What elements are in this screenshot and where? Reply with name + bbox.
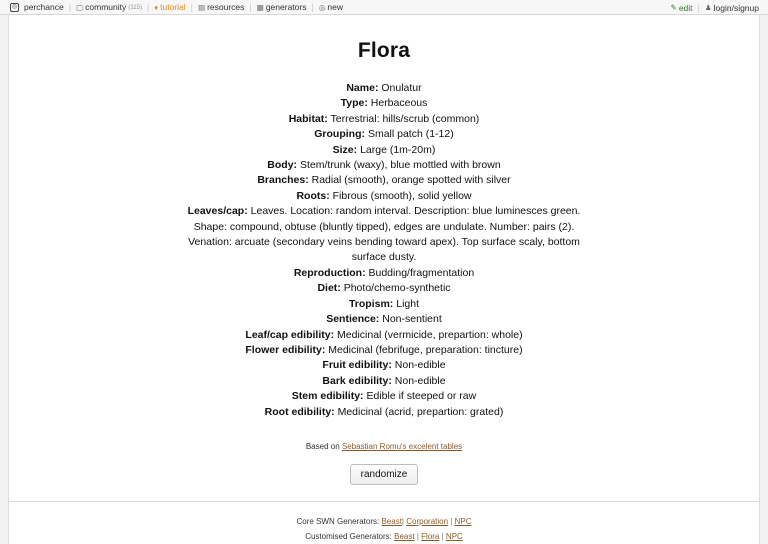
nav-label-new: new	[327, 2, 343, 12]
field-value-flower-edibility: Medicinal (febrifuge, preparation: tincture)	[328, 343, 523, 356]
field-leaves-cap	[184, 204, 584, 266]
user-icon: ♟	[704, 3, 712, 12]
field-tropism	[184, 297, 584, 312]
field-habitat	[184, 112, 584, 127]
page-footer	[9, 502, 759, 544]
field-value-sentience: Non-sentient	[382, 313, 442, 326]
field-label-stem-edibility: Stem edibility:	[291, 390, 364, 403]
randomize-button-wrapper	[9, 464, 759, 485]
nav-label-generators: generators	[265, 2, 307, 12]
generator-page	[8, 15, 760, 544]
field-value-root-edibility: Medicinal (acrid, prepartion: grated)	[337, 405, 504, 418]
nav-item-tutorial[interactable]	[146, 2, 190, 12]
top-bar-right-group	[666, 0, 764, 15]
community-count: (115)	[128, 3, 142, 11]
nav-label-community: community	[85, 2, 127, 12]
field-flower-edibility	[184, 343, 584, 358]
footer-core-link-npc[interactable]: NPC	[454, 516, 472, 526]
page-title: Flora	[357, 39, 411, 62]
field-label-branches: Branches:	[257, 174, 309, 187]
speech-bubble-icon: ▢	[76, 2, 84, 12]
footer-custom-link-flora[interactable]: Flora	[421, 531, 440, 541]
field-value-bark-edibility: Non-edible	[394, 374, 446, 387]
field-label-leaves-cap: Leaves/cap:	[187, 205, 248, 218]
box-icon: ▤	[197, 2, 206, 12]
field-label-body: Body:	[267, 159, 298, 172]
field-label-roots: Roots:	[296, 189, 330, 202]
nav-item-community[interactable]	[68, 2, 150, 12]
field-value-leaves-cap: Leaves. Location: random interval. Description: blue luminesces green. Shape: compound, obtuse (bluntly tipped), edges are undulate. Number: pairs (2). Venation: arcuate (secondary veins bending toward apex). Top surface scaly, bottom surface dusty.	[188, 205, 581, 264]
field-label-sentience: Sentience:	[326, 313, 380, 326]
nav-item-generators[interactable]	[252, 2, 312, 12]
field-label-root-edibility: Root edibility:	[264, 405, 335, 418]
login-signup-label: login/signup	[713, 2, 759, 13]
field-value-stem-edibility: Edible if steeped or raw	[366, 390, 477, 403]
nav-item-new[interactable]	[314, 2, 348, 12]
field-stem-edibility	[184, 389, 584, 404]
footer-core-link-beast[interactable]: Beast	[381, 516, 402, 526]
field-label-flower-edibility: Flower edibility:	[245, 343, 326, 356]
field-type	[184, 96, 584, 111]
field-value-habitat: Terrestrial: hills/scrub (common)	[330, 112, 480, 125]
field-label-diet: Diet:	[317, 282, 341, 295]
footer-core-link-corporation[interactable]: Corporation	[406, 516, 449, 526]
credit-prefix: Based on	[305, 441, 342, 451]
field-body	[184, 158, 584, 173]
nav-separator: |	[146, 2, 150, 12]
nav-separator: |	[311, 2, 314, 12]
field-value-type: Herbaceous	[370, 97, 428, 110]
randomize-button[interactable]: randomize	[350, 464, 419, 485]
nav-label-resources: resources	[207, 2, 245, 12]
footer-separator: |	[401, 516, 404, 526]
grid-icon: ▦	[256, 2, 264, 12]
field-label-habitat: Habitat:	[288, 112, 328, 125]
edit-label: edit	[678, 2, 693, 13]
nav-separator: |	[190, 2, 193, 12]
edit-button[interactable]	[666, 3, 698, 13]
nav-separator: |	[249, 2, 252, 12]
field-grouping	[184, 127, 584, 142]
footer-separator: |	[416, 531, 419, 541]
field-size	[184, 143, 584, 158]
nav-item-resources[interactable]	[190, 2, 252, 12]
brand-home-link[interactable]	[5, 2, 72, 12]
field-value-grouping: Small patch (1-12)	[367, 128, 454, 141]
field-value-reproduction: Budding/fragmentation	[368, 266, 475, 279]
field-value-tropism: Light	[396, 297, 420, 310]
field-label-size: Size:	[332, 143, 358, 156]
field-value-branches: Radial (smooth), orange spotted with silver	[311, 174, 511, 187]
footer-core-row	[9, 514, 759, 529]
credit-source-link[interactable]: Sebastian Romu's excelent tables	[341, 441, 463, 451]
field-label-leaf-cap-edibility: Leaf/cap edibility:	[245, 328, 335, 341]
field-reproduction	[184, 266, 584, 281]
field-value-diet: Photo/chemo-synthetic	[343, 282, 451, 295]
field-roots	[184, 189, 584, 204]
field-value-fruit-edibility: Non-edible	[394, 359, 446, 372]
field-value-roots: Fibrous (smooth), solid yellow	[332, 189, 472, 202]
footer-separator: |	[441, 531, 444, 541]
footer-custom-label: Customised Generators:	[305, 531, 392, 541]
brand-label: perchance	[24, 2, 64, 12]
top-navigation-bar	[0, 0, 768, 15]
nav-separator: |	[697, 2, 700, 13]
field-branches	[184, 173, 584, 188]
field-root-edibility	[184, 405, 584, 420]
pencil-icon: ✎	[670, 3, 677, 12]
field-label-reproduction: Reproduction:	[293, 266, 366, 279]
footer-custom-row	[9, 529, 759, 544]
footer-core-label: Core SWN Generators:	[296, 516, 380, 526]
field-value-name: Onulatur	[381, 82, 422, 94]
field-label-name: Name:	[346, 82, 379, 94]
field-bark-edibility	[184, 374, 584, 389]
login-signup-button[interactable]	[697, 2, 764, 13]
field-sentience	[184, 312, 584, 327]
field-value-size: Large (1m-20m)	[360, 143, 436, 156]
field-label-grouping: Grouping:	[314, 128, 366, 141]
field-value-leaf-cap-edibility: Medicinal (vermicide, prepartion: whole)	[337, 328, 523, 341]
credit-line	[9, 442, 759, 451]
plus-circle-icon: ◎	[318, 2, 326, 12]
footer-custom-link-npc[interactable]: NPC	[445, 531, 463, 541]
flora-details-list	[184, 81, 584, 420]
nav-separator: |	[68, 2, 72, 12]
field-label-bark-edibility: Bark edibility:	[322, 374, 392, 387]
field-value-body: Stem/trunk (waxy), blue mottled with brown	[299, 159, 501, 172]
field-label-tropism: Tropism:	[348, 297, 394, 310]
field-label-type: Type:	[340, 97, 368, 110]
footer-separator: |	[450, 516, 453, 526]
nav-label-tutorial: tutorial	[160, 2, 186, 12]
field-diet	[184, 281, 584, 296]
field-leaf-cap-edibility	[184, 328, 584, 343]
book-icon: ♦	[154, 2, 159, 12]
perchance-logo-icon: ◎	[11, 4, 18, 10]
field-fruit-edibility	[184, 358, 584, 373]
field-name	[184, 81, 584, 96]
footer-custom-link-beast[interactable]: Beast	[394, 531, 415, 541]
field-label-fruit-edibility: Fruit edibility:	[322, 359, 392, 372]
